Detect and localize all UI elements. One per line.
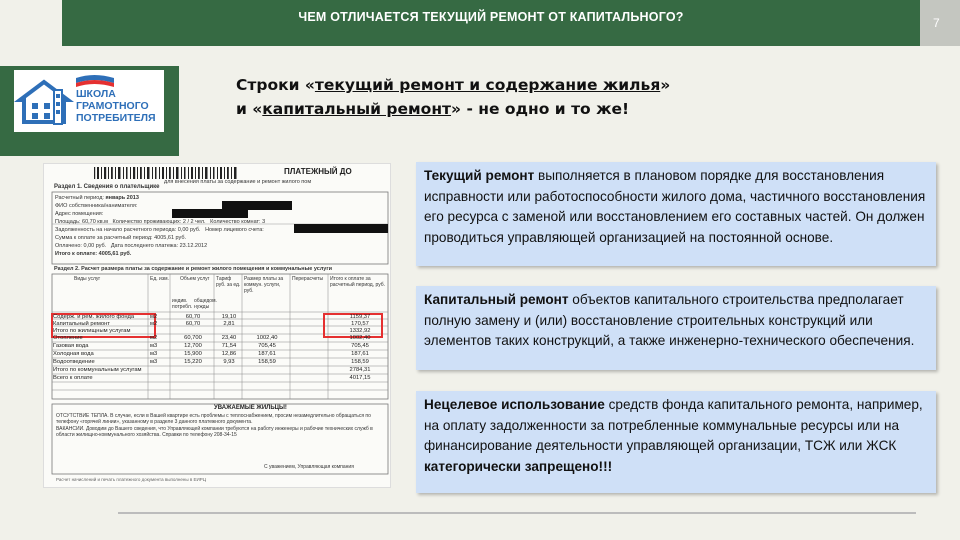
table-cell-charged: 705,45 bbox=[258, 343, 276, 349]
table-row bbox=[44, 375, 390, 382]
bottom-divider bbox=[118, 512, 916, 514]
panel-misuse-text: средств фонда капитального ремонта, например, на оплату задолженности за потребленные коммунальные ресурсы или на финансирование деятельности управляющей организации, ТСЖ или ЖСК bbox=[424, 397, 923, 453]
table-cell-tariff: 23,40 bbox=[221, 335, 237, 341]
table-row bbox=[44, 343, 390, 350]
receipt-sign: С уважением, Управляющая компания bbox=[264, 464, 354, 470]
table-cell-total: 4017,15 bbox=[349, 375, 371, 381]
panel-misuse bbox=[416, 391, 936, 493]
panel-misuse-prohibited: категорически запрещено!!! bbox=[424, 458, 613, 474]
table-cell-total: 170,57 bbox=[351, 321, 369, 327]
table-cell-total: 1002,40 bbox=[349, 335, 371, 341]
subtitle bbox=[236, 73, 836, 121]
table-cell-volume: 15,220 bbox=[184, 359, 202, 365]
table-cell-tariff: 2,81 bbox=[223, 321, 235, 327]
receipt-notice-title: УВАЖАЕМЫЕ ЖИЛЬЦЫ! bbox=[214, 405, 287, 411]
table-cell-service: Итого по жилищным услугам bbox=[53, 328, 131, 334]
panel-capital-repair-term: Капитальный ремонт bbox=[424, 292, 569, 307]
table-cell-volume: 60,70 bbox=[185, 321, 201, 327]
table-cell-volume: 12,700 bbox=[184, 343, 202, 349]
table-cell-service: Всего к оплате bbox=[53, 375, 93, 381]
table-cell-service: Холодная вода bbox=[53, 351, 94, 357]
page-number: 7 bbox=[933, 16, 940, 30]
table-cell-volume: 60,70 bbox=[185, 314, 201, 320]
payment-document-image: ПЛАТЕЖНЫЙ ДО для внесения платы за содержание и ремонт жилого пом Раздел 1. Сведения о плательщике Расчетный период: январь 2013 ФИО собственника/нанимателя: Адрес помещения: Площадь: 60,70 кв.м Количество проживающих: 2 / 2 чел. Количество комнат: 3 Задолженность на начало расчетного периода: 0,00 руб. Номер лицевого счета: Сумма к оплате за расчетный период: 4005,61 руб. Оплачено: 0,00 руб. Дата последнего платежа: 23.12.2012 Итого к оплате: 4005,61 руб. Раздел 2. Расчет размера платы за содержание и ремонт жилого помещения и коммунальные услуги Виды услуг Ед. изм. Объем услуг Тариф руб. за ед. Размер платы за коммун. услуги, руб. Перерасчеты Итого к оплате за расчетный период, руб. индив. потребл. общедом. нужды Содерж. и рем. жилого фонда м2 60,70 19,10 1159,37 Капитальный ремонт м2 60,70 2,81 170,57 Итого по жилищным услугам 1332,92 Отопление м2 60,700 23,40 1002,40 1002,40 Газовая вода м3 12,700 71,54 705,45 705,45 Холодная вода м3 15,900 12,86 187,61 187,61 Водоотведение м3 15,220 9,93 158,59 158,59 Итого по коммунальным услугам 2784,31 Всего к оплате 4017,15 УВАЖАЕМЫЕ ЖИЛЬЦЫ! ОТСУТСТВИЕ ТЕПЛА. В случае, если в Вашей квартире есть проблемы с теплоснабжением, просим незамедлительно обращаться по телефону «горячей линии», указанному в разделе 3 данного платежного документа. ВАКАНСИИ. Доводим до Вашего сведения, что Управляющей компании требуются на работу инженеры и рабочие технических служб в области жилищно-коммунального хозяйства. Справки по телефону 208-34-15 С уважением, Управляющая компания Расчет начислений и печать платежного документа выполнены в ЕИРЦ bbox=[43, 163, 391, 488]
table-cell-volume: 60,700 bbox=[184, 335, 202, 341]
table-row bbox=[44, 351, 390, 358]
subtitle-line1: Строки «текущий ремонт и содержание жилья» bbox=[236, 76, 671, 94]
table-cell-total: 158,59 bbox=[351, 359, 369, 365]
receipt-section1: Раздел 1. Сведения о плательщике bbox=[54, 184, 160, 190]
panel-capital-repair bbox=[416, 286, 936, 370]
table-cell-charged: 1002,40 bbox=[256, 335, 278, 341]
table-cell-unit: м3 bbox=[150, 351, 158, 357]
logo-text-line3: ПОТРЕБИТЕЛЯ bbox=[76, 112, 156, 124]
table-cell-total: 2784,31 bbox=[349, 367, 371, 373]
table-cell-charged: 158,59 bbox=[258, 359, 276, 365]
table-cell-total: 187,61 bbox=[351, 351, 369, 357]
receipt-header: ПЛАТЕЖНЫЙ ДО bbox=[284, 167, 352, 176]
table-cell-charged: 187,61 bbox=[258, 351, 276, 357]
receipt-notice-text: ОТСУТСТВИЕ ТЕПЛА. В случае, если в Вашей квартире есть проблемы с теплоснабжением, просим незамедлительно обращаться по телефону «горячей линии», указанному в разделе 3 данного платежного документа. ВАКАНСИИ. Доводим до Вашего сведения, что Управляющей компании требуются на работу инженеры и рабочие технических служб в области жилищно-коммунального хозяйства. Справки по телефону 208-34-15 bbox=[56, 413, 373, 438]
logo-text-line2: ГРАМОТНОГО bbox=[76, 100, 149, 112]
logo-text-line1: ШКОЛА bbox=[76, 88, 116, 100]
receipt-header-sub: для внесения платы за содержание и ремонт жилого пом bbox=[164, 179, 312, 185]
table-cell-service: Газовая вода bbox=[53, 343, 89, 349]
receipt-payer-info: Расчетный период: январь 2013 ФИО собственника/нанимателя: Адрес помещения: Площадь: 60,70 кв.м Количество проживающих: 2 / 2 чел. Количество комнат: 3 Задолженность на начало расчетного периода: 0,00 руб. Номер лицевого счета: Сумма к оплате за расчетный период: 4005,61 руб. Оплачено: 0,00 руб. Дата последнего платежа: 23.12.2012 Итого к оплате: 4005,61 руб. bbox=[55, 195, 266, 257]
table-cell-tariff: 12,86 bbox=[221, 351, 237, 357]
table-cell-unit: м3 bbox=[150, 359, 158, 365]
table-row bbox=[44, 328, 390, 335]
table-row bbox=[44, 321, 390, 328]
table-cell-tariff: 19,10 bbox=[221, 314, 237, 320]
table-cell-unit: м2 bbox=[150, 321, 158, 327]
table-cell-unit: м3 bbox=[150, 343, 158, 349]
table-cell-tariff: 9,93 bbox=[223, 359, 235, 365]
capital-repair-link: капитальный ремонт bbox=[262, 100, 452, 118]
barcode-icon bbox=[92, 166, 242, 180]
header-bar bbox=[62, 0, 920, 46]
table-cell-service: Капитальный ремонт bbox=[53, 321, 110, 327]
table-row bbox=[44, 367, 390, 374]
page-title: ЧЕМ ОТЛИЧАЕТСЯ ТЕКУЩИЙ РЕМОНТ ОТ КАПИТАЛЬНОГО? bbox=[298, 10, 684, 24]
table-cell-tariff: 71,54 bbox=[221, 343, 237, 349]
logo bbox=[14, 70, 164, 132]
table-cell-service: Содерж. и рем. жилого фонда bbox=[53, 314, 135, 320]
table-cell-total: 1159,37 bbox=[349, 314, 371, 320]
page-number-box bbox=[920, 0, 960, 46]
panel-current-repair-text: выполняется в плановом порядке для восстановления исправности или работоспособности жилого дома, частичного восстановления его ресурса с заменой или восстановлением его составных частей. Он должен проводиться управляющей организацией на постоянной основе. bbox=[424, 168, 926, 245]
table-cell-volume: 15,900 bbox=[184, 351, 202, 357]
table-row bbox=[44, 359, 390, 366]
receipt-footer: Расчет начислений и печать платежного документа выполнены в ЕИРЦ bbox=[56, 477, 207, 482]
panel-capital-repair-text: объектов капитального строительства предполагает полную замену и (или) восстановление строительных конструкций или элементов таких конструкций, а также инженерно-технического обеспечения. bbox=[424, 292, 915, 348]
table-row bbox=[44, 314, 390, 321]
receipt-section2: Раздел 2. Расчет размера платы за содержание и ремонт жилого помещения и коммунальные услуги bbox=[54, 266, 333, 272]
panel-current-repair-term: Текущий ремонт bbox=[424, 168, 535, 183]
table-cell-service: Отопление bbox=[53, 335, 83, 341]
panel-current-repair bbox=[416, 162, 936, 266]
subtitle-line2: и «капитальный ремонт» - не одно и то же! bbox=[236, 100, 630, 118]
table-cell-service: Водоотведение bbox=[53, 359, 95, 365]
table-cell-total: 705,45 bbox=[351, 343, 369, 349]
current-repair-link: текущий ремонт и содержание жилья bbox=[314, 76, 661, 94]
table-cell-service: Итого по коммунальным услугам bbox=[53, 367, 142, 373]
table-cell-unit: м2 bbox=[150, 314, 158, 320]
table-cell-total: 1332,92 bbox=[349, 328, 371, 334]
table-cell-unit: м2 bbox=[150, 335, 158, 341]
table-row bbox=[44, 335, 390, 342]
panel-misuse-term: Нецелевое использование bbox=[424, 397, 605, 412]
